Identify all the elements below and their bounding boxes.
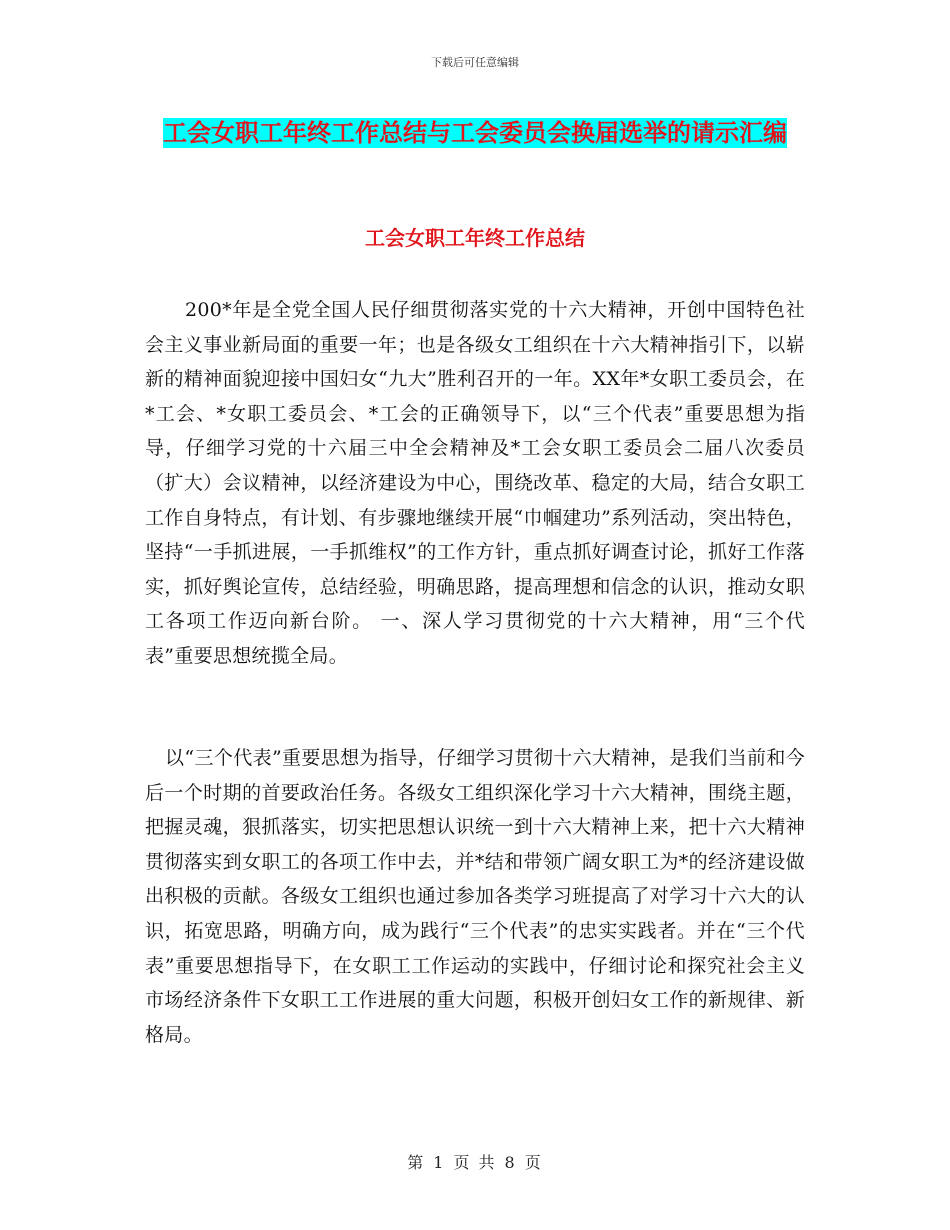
body-paragraph-1: 200*年是全党全国人民仔细贯彻落实党的十六大精神，开创中国特色社会主义事业新局面的重要一年；也是各级女工组织在十六大精神指引下，以崭新的精神面貌迎接中国妇女“九大”胜利召开的一年。XX年*女职工委员会，在*工会、*女职工委员会、*工会的正确领导下，以“三个代表”重要思想为指导，仔细学习党的十六届三中全会精神及*工会女职工委员会二届八次委员（扩大）会议精神，以经济建设为中心，围绕改革、稳定的大局，结合女职工工作自身特点，有计划、有步骤地继续开展“巾帼建功”系列活动，突出特色，坚持“一手抓进展，一手抓维权”的工作方针，重点抓好调查讨论，抓好工作落实，抓好舆论宣传，总结经验，明确思路，提高理想和信念的认识，推动女职工各项工作迈向新台阶。 一、深人学习贯彻党的十六大精神，用“三个代表”重要思想统揽全局。 (145, 299, 805, 667)
header-note: 下载后可任意编辑 (431, 56, 519, 69)
page-suffix: 页 (524, 1153, 543, 1172)
total-pages: 8 (504, 1153, 517, 1172)
document-title-text: 工会女职工年终工作总结与工会委员会换届选举的请示汇编 (163, 119, 787, 147)
section-title: 工会女职工年终工作总结 (365, 226, 585, 250)
document-title (150, 112, 800, 154)
body-paragraph-2: 以“三个代表”重要思想为指导，仔细学习贯彻十六大精神，是我们当前和今后一个时期的首要政治任务。各级女工组织深化学习十六大精神，围绕主题，把握灵魂，狠抓落实，切实把思想认识统一到十六大精神上来，把十六大精神贯彻落实到女职工的各项工作中去，并*结和带领广阔女职工为*的经济建设做出积极的贡献。各级女工组织也通过参加各类学习班提高了对学习十六大的认识，拓宽思路，明确方向，成为践行“三个代表”的忠实实践者。并在“三个代表”重要思想指导下，在女职工工作运动的实践中，仔细讨论和探究社会主义市场经济条件下女职工工作进展的重大问题，积极开创妇女工作的新规律、新格局。 (145, 747, 805, 1046)
page-middle: 页 共 (453, 1153, 497, 1172)
page-number: 1 (433, 1153, 446, 1172)
page-footer (0, 1150, 950, 1173)
page-prefix: 第 (407, 1153, 426, 1172)
